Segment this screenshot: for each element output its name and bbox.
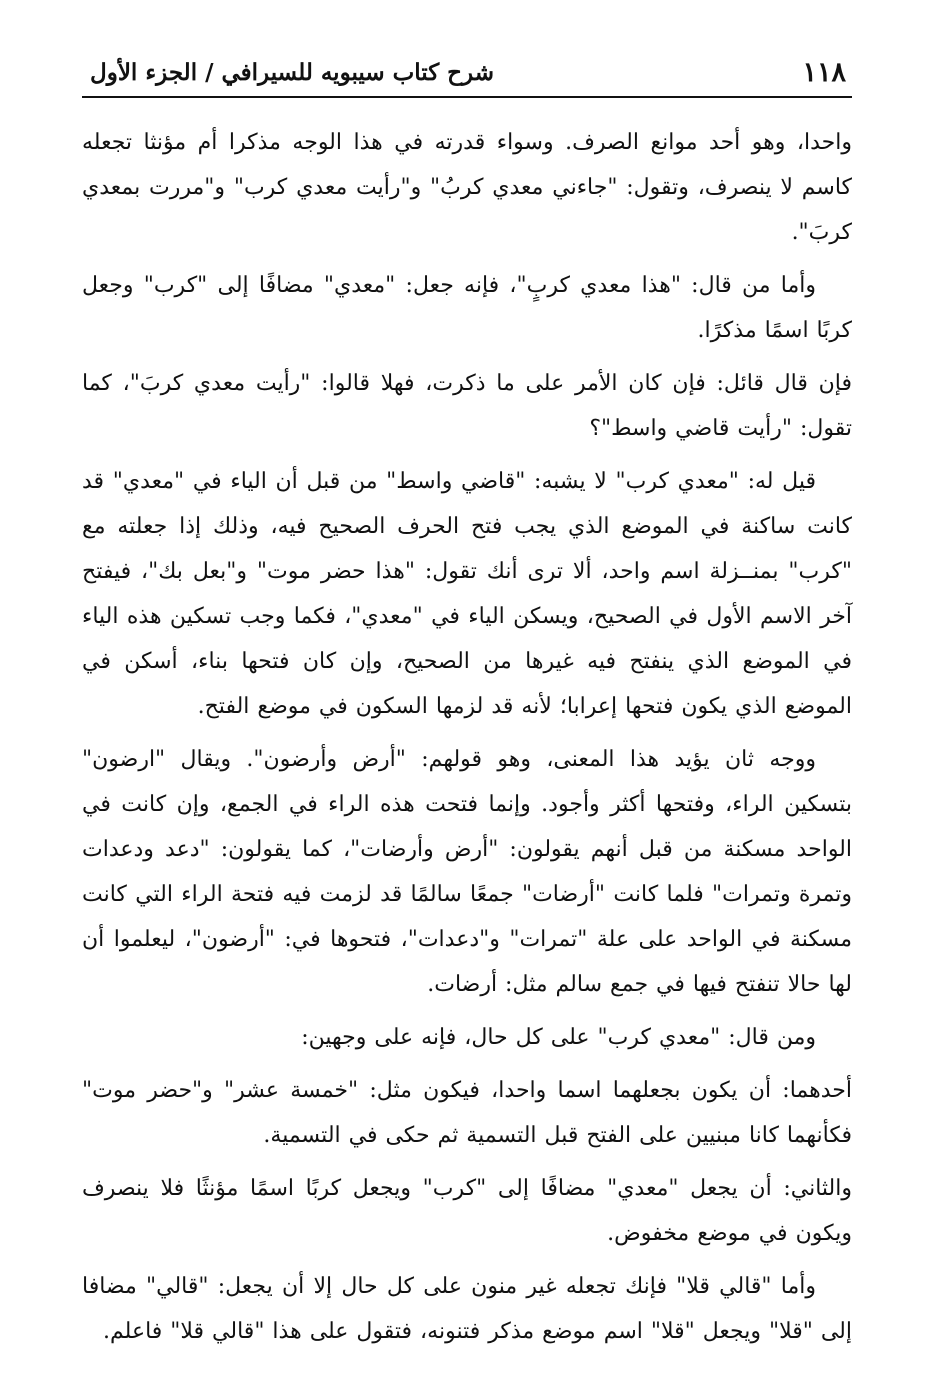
paragraph: ومن قال: "معدي كرب" على كل حال، فإنه على وجهين: xyxy=(301,1025,816,1050)
paragraph: فإن قال قائل: فإن كان الأمر على ما ذكرت، فهلا قالوا: "رأيت معدي كربَ"، كما تقول: "رأيت قاضي واسط"؟ xyxy=(82,371,852,441)
paragraph: وأما من قال: "هذا معدي كربٍ"، فإنه جعل: "معدي" مضافًا إلى "كرب" وجعل كربًا اسمًا مذكرًا. xyxy=(82,273,852,343)
body-text xyxy=(82,120,852,1354)
paragraph: وأما "قالي قلا" فإنك تجعله غير منون على كل حال إلا أن يجعل: "قالي" مضافا إلى "قلا" ويجعل "قلا" اسم موضع مذكر فتنونه، فتقول على هذا "قالي قلا" فاعلم. xyxy=(82,1274,852,1344)
book-title: شرح كتاب سيبويه للسيرافي / الجزء الأول xyxy=(90,59,494,86)
paragraph: قيل له: "معدي كرب" لا يشبه: "قاضي واسط" من قبل أن الياء في "معدي" قد كانت ساكنة في الموضع الذي يجب فتح الحرف الصحيح فيه، وذلك إذا جعلته مع "كرب" بمنــزلة اسم واحد، ألا ترى أنك تقول: "هذا حضر موت" و"بعل بك"، فيفتح آخر الاسم الأول في الصحيح، ويسكن الياء في "معدي"، فكما وجب تسكين هذه الياء في الموضع الذي ينفتح فيه غيرها من الصحيح، وإن كان فتحها بناء، أسكن في الموضع الذي يكون فتحها إعرابا؛ لأنه قد لزمها السكون في موضع الفتح. xyxy=(82,469,853,719)
paragraph: والثاني: أن يجعل "معدي" مضافًا إلى "كرب" ويجعل كربًا اسمًا مؤنثًا فلا ينصرف ويكون في موضع مخفوض. xyxy=(82,1176,852,1246)
paragraph: ووجه ثان يؤيد هذا المعنى، وهو قولهم: "أرض وأرضون". ويقال "ارضون" بتسكين الراء، وفتحها أكثر وأجود. وإنما فتحت هذه الراء في الجمع، وإن كانت في الواحد مسكنة من قبل أنهم يقولون: "أرض وأرضات"، كما يقولون: "دعد ودعدات وتمرة وتمرات" فلما كانت "أرضات" جمعًا سالمًا قد لزمت فيه فتحة الراء التي كانت مسكنة في الواحد على علة "تمرات" و"دعدات"، فتحوها في: "أرضون"، ليعلموا أن لها حالا تنفتح فيها في جمع سالم مثل: أرضات. xyxy=(82,747,852,997)
paragraph-continuation: واحدا، وهو أحد موانع الصرف. وسواء قدرته في هذا الوجه مذكرا أم مؤنثا تجعله كاسم لا ينصرف، وتقول: "جاءني معدي كربُ" و"رأيت معدي كرب" و"مررت بمعدي كربَ". xyxy=(82,130,852,245)
paragraph: أحدهما: أن يكون بجعلهما اسما واحدا، فيكون مثل: "خمسة عشر" و"حضر موت" فكأنهما كانا مبنيين على الفتح قبل التسمية ثم حكى في التسمية. xyxy=(82,1078,852,1148)
book-page xyxy=(82,52,852,1352)
page-number: ١١٨ xyxy=(802,57,846,88)
running-header xyxy=(82,52,852,98)
